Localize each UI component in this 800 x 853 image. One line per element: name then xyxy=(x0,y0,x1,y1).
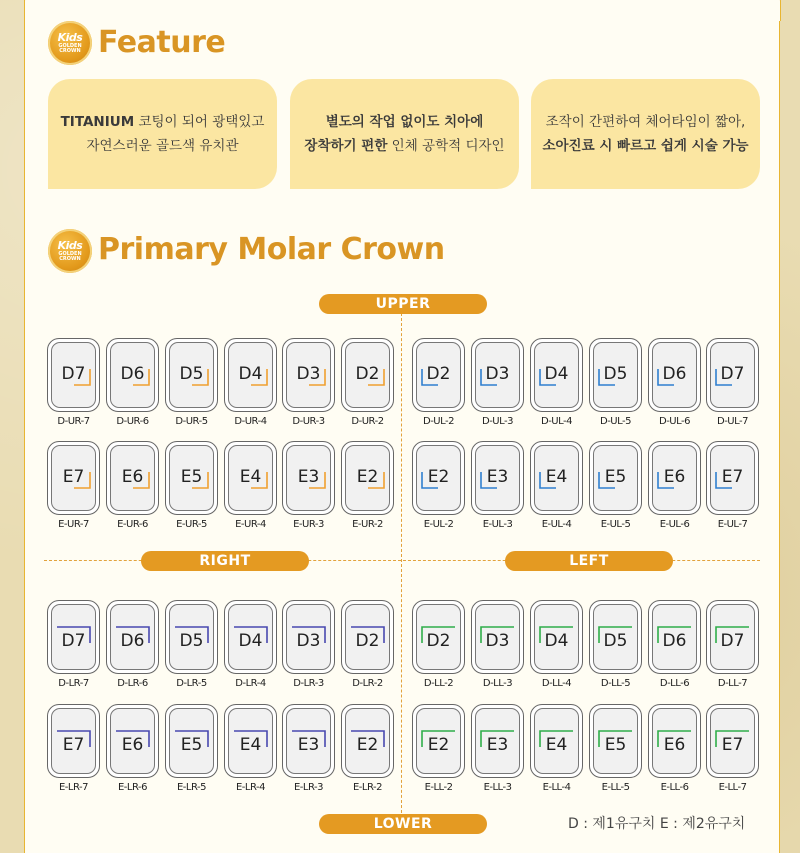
feature-card-2 xyxy=(290,79,519,189)
tooth-label: E5 xyxy=(604,467,627,487)
tooth-label: E4 xyxy=(239,467,262,487)
tooth-code: D-LL-6 xyxy=(659,678,690,689)
tooth-d-ll-4[interactable] xyxy=(530,600,583,689)
tooth-e-ul-7[interactable] xyxy=(706,441,759,530)
tooth-code: E-LR-2 xyxy=(352,782,382,793)
tooth-label: E6 xyxy=(663,467,686,487)
tooth-code: E-LL-7 xyxy=(718,782,747,793)
tooth-e-lr-2[interactable] xyxy=(341,704,394,793)
tooth-code: E-UR-3 xyxy=(293,519,324,530)
tooth-label: E2 xyxy=(427,467,450,487)
tooth-label: E2 xyxy=(356,467,379,487)
tooth-code: E-UR-7 xyxy=(58,519,89,530)
tooth-label: D2 xyxy=(426,631,451,651)
tooth-code: D-LR-7 xyxy=(58,678,89,689)
tooth-code: D-UR-3 xyxy=(292,416,325,427)
tooth-e-ul-2[interactable] xyxy=(412,441,465,530)
tooth-label: D3 xyxy=(296,631,321,651)
tooth-d-ur-2[interactable] xyxy=(341,338,394,427)
tooth-e-lr-7[interactable] xyxy=(47,704,100,793)
tooth-d-ul-2[interactable] xyxy=(412,338,465,427)
tooth-code: E-UR-6 xyxy=(117,519,148,530)
tooth-label: D2 xyxy=(355,364,380,384)
tooth-d-ur-5[interactable] xyxy=(165,338,218,427)
tooth-e-lr-6[interactable] xyxy=(106,704,159,793)
tooth-e-lr-3[interactable] xyxy=(282,704,335,793)
logo-text: Kids xyxy=(57,239,83,252)
molar-title: Primary Molar Crown xyxy=(98,232,445,267)
tooth-d-ur-6[interactable] xyxy=(106,338,159,427)
tooth-label: E7 xyxy=(62,467,85,487)
feature-text: 장착하기 편한 xyxy=(304,138,388,154)
tooth-e-ul-5[interactable] xyxy=(589,441,642,530)
tooth-code: D-LR-5 xyxy=(176,678,207,689)
tooth-code: D-UR-7 xyxy=(57,416,90,427)
feature-text: 자연스러운 골드색 유치관 xyxy=(86,138,239,154)
tooth-e-ll-2[interactable] xyxy=(412,704,465,793)
tooth-label: D7 xyxy=(61,364,86,384)
tooth-d-ul-7[interactable] xyxy=(706,338,759,427)
tooth-e-ur-7[interactable] xyxy=(47,441,100,530)
tooth-label: E4 xyxy=(239,735,262,755)
tooth-d-lr-3[interactable] xyxy=(282,600,335,689)
tooth-label: D3 xyxy=(485,631,510,651)
tooth-label: D5 xyxy=(603,364,628,384)
tooth-code: D-LR-3 xyxy=(293,678,324,689)
tooth-code: D-LR-6 xyxy=(117,678,148,689)
feature-text: 별도의 작업 없이도 치아에 xyxy=(325,114,484,130)
tooth-code: E-LR-3 xyxy=(293,782,323,793)
lower-label: LOWER xyxy=(319,814,487,834)
tooth-d-lr-7[interactable] xyxy=(47,600,100,689)
tooth-label: E3 xyxy=(297,735,320,755)
tooth-e-ul-3[interactable] xyxy=(471,441,524,530)
tooth-e-lr-5[interactable] xyxy=(165,704,218,793)
tooth-code: D-LR-2 xyxy=(352,678,383,689)
tooth-d-ll-7[interactable] xyxy=(706,600,759,689)
tooth-code: E-LL-6 xyxy=(660,782,689,793)
tooth-label: D5 xyxy=(179,364,204,384)
tooth-code: D-UL-2 xyxy=(423,416,454,427)
feature-card-1 xyxy=(48,79,277,189)
tooth-e-ll-7[interactable] xyxy=(706,704,759,793)
tooth-code: E-UR-4 xyxy=(235,519,266,530)
tooth-e-lr-4[interactable] xyxy=(224,704,277,793)
tooth-e-ur-5[interactable] xyxy=(165,441,218,530)
feature-card-3 xyxy=(531,79,760,189)
tooth-label: D3 xyxy=(485,364,510,384)
tooth-code: D-LL-4 xyxy=(541,678,572,689)
feature-text: 소아진료 시 빠르고 쉽게 시술 가능 xyxy=(542,138,749,154)
tooth-label: E3 xyxy=(297,467,320,487)
tooth-label: D4 xyxy=(238,631,263,651)
tooth-label: E2 xyxy=(427,735,450,755)
tooth-code: E-LR-6 xyxy=(117,782,147,793)
tooth-e-ur-3[interactable] xyxy=(282,441,335,530)
tooth-code: E-UL-2 xyxy=(423,519,454,530)
logo-text: Kids xyxy=(57,31,83,44)
tooth-label: D4 xyxy=(544,631,569,651)
tooth-code: E-UL-7 xyxy=(717,519,748,530)
tooth-label: E5 xyxy=(180,467,203,487)
tooth-d-ur-3[interactable] xyxy=(282,338,335,427)
logo-text: CROWN xyxy=(59,256,81,262)
tooth-label: D4 xyxy=(544,364,569,384)
tooth-code: E-UL-4 xyxy=(541,519,572,530)
tooth-label: E6 xyxy=(121,735,144,755)
logo-text: GOLDEN xyxy=(58,43,82,49)
tooth-code: E-UR-2 xyxy=(352,519,383,530)
tooth-code: D-UL-7 xyxy=(717,416,748,427)
tooth-code: E-UL-3 xyxy=(482,519,513,530)
tooth-label: D2 xyxy=(355,631,380,651)
tooth-e-ll-3[interactable] xyxy=(471,704,524,793)
tooth-label: D5 xyxy=(179,631,204,651)
tooth-label: E6 xyxy=(663,735,686,755)
tooth-e-ul-6[interactable] xyxy=(648,441,701,530)
tooth-d-ll-6[interactable] xyxy=(648,600,701,689)
tooth-code: E-LL-2 xyxy=(424,782,453,793)
feature-text: 조작이 간편하여 체어타임이 짧아, xyxy=(545,114,746,130)
tooth-code: D-UR-6 xyxy=(116,416,149,427)
tooth-e-ur-6[interactable] xyxy=(106,441,159,530)
tooth-label: D6 xyxy=(120,631,145,651)
tooth-d-ul-4[interactable] xyxy=(530,338,583,427)
tooth-label: E7 xyxy=(62,735,85,755)
tooth-d-ul-5[interactable] xyxy=(589,338,642,427)
tooth-code: D-UL-3 xyxy=(482,416,513,427)
tooth-code: D-UL-4 xyxy=(541,416,572,427)
tooth-label: E6 xyxy=(121,467,144,487)
tooth-code: E-LL-4 xyxy=(542,782,571,793)
feature-text: 코팅이 되어 광택있고 xyxy=(134,114,265,130)
right-label: RIGHT xyxy=(141,551,309,571)
tooth-d-lr-6[interactable] xyxy=(106,600,159,689)
upper-label: UPPER xyxy=(319,294,487,314)
tooth-label: E5 xyxy=(604,735,627,755)
tooth-label: D2 xyxy=(426,364,451,384)
tooth-code: D-UL-5 xyxy=(600,416,631,427)
tooth-e-ul-4[interactable] xyxy=(530,441,583,530)
tooth-d-ll-3[interactable] xyxy=(471,600,524,689)
tooth-label: D6 xyxy=(662,631,687,651)
tooth-code: E-UL-6 xyxy=(659,519,690,530)
tooth-label: E7 xyxy=(721,467,744,487)
tooth-code: D-UL-6 xyxy=(659,416,690,427)
tooth-label: D7 xyxy=(61,631,86,651)
tooth-label: D7 xyxy=(720,631,745,651)
tooth-code: E-LL-3 xyxy=(483,782,512,793)
tooth-d-ur-4[interactable] xyxy=(224,338,277,427)
tooth-code: D-UR-2 xyxy=(351,416,384,427)
tooth-code: D-LL-7 xyxy=(717,678,748,689)
tooth-e-ur-4[interactable] xyxy=(224,441,277,530)
tooth-e-ll-6[interactable] xyxy=(648,704,701,793)
logo-text: GOLDEN xyxy=(58,251,82,257)
tooth-code: E-UL-5 xyxy=(600,519,631,530)
tooth-e-ll-5[interactable] xyxy=(589,704,642,793)
tooth-label: D6 xyxy=(120,364,145,384)
tooth-code: E-LR-4 xyxy=(235,782,265,793)
tooth-d-lr-5[interactable] xyxy=(165,600,218,689)
tooth-label: D5 xyxy=(603,631,628,651)
tooth-code: D-UR-5 xyxy=(175,416,208,427)
tooth-code: D-LL-2 xyxy=(423,678,454,689)
tooth-label: E4 xyxy=(545,735,568,755)
tooth-label: E7 xyxy=(721,735,744,755)
tooth-label: E3 xyxy=(486,467,509,487)
tooth-e-ll-4[interactable] xyxy=(530,704,583,793)
feature-text: TITANIUM xyxy=(60,114,135,130)
left-label: LEFT xyxy=(505,551,673,571)
tooth-code: E-LR-5 xyxy=(176,782,206,793)
tooth-label: E5 xyxy=(180,735,203,755)
tooth-code: D-LL-5 xyxy=(600,678,631,689)
tooth-code: D-LL-3 xyxy=(482,678,513,689)
tooth-code: D-LR-4 xyxy=(235,678,266,689)
tooth-label: E3 xyxy=(486,735,509,755)
legend: D : 제1유구치 E : 제2유구치 xyxy=(568,816,746,832)
tooth-d-ur-7[interactable] xyxy=(47,338,100,427)
tooth-label: E2 xyxy=(356,735,379,755)
tooth-label: E4 xyxy=(545,467,568,487)
kids-golden-crown-logo xyxy=(48,21,92,65)
kids-golden-crown-logo xyxy=(48,229,92,273)
tooth-d-ul-6[interactable] xyxy=(648,338,701,427)
tooth-label: D3 xyxy=(296,364,321,384)
tooth-label: D6 xyxy=(662,364,687,384)
tooth-label: D7 xyxy=(720,364,745,384)
vertical-divider xyxy=(401,313,402,818)
tooth-d-lr-2[interactable] xyxy=(341,600,394,689)
tooth-code: E-LL-5 xyxy=(601,782,630,793)
tooth-code: E-UR-5 xyxy=(176,519,207,530)
tooth-label: D4 xyxy=(238,364,263,384)
tooth-code: D-UR-4 xyxy=(234,416,267,427)
logo-text: CROWN xyxy=(59,48,81,54)
tooth-d-ll-2[interactable] xyxy=(412,600,465,689)
feature-title: Feature xyxy=(98,25,226,60)
feature-text: 인체 공학적 디자인 xyxy=(387,138,505,154)
tooth-e-ur-2[interactable] xyxy=(341,441,394,530)
tooth-d-ll-5[interactable] xyxy=(589,600,642,689)
tooth-code: E-LR-7 xyxy=(58,782,88,793)
tooth-d-ul-3[interactable] xyxy=(471,338,524,427)
tooth-d-lr-4[interactable] xyxy=(224,600,277,689)
